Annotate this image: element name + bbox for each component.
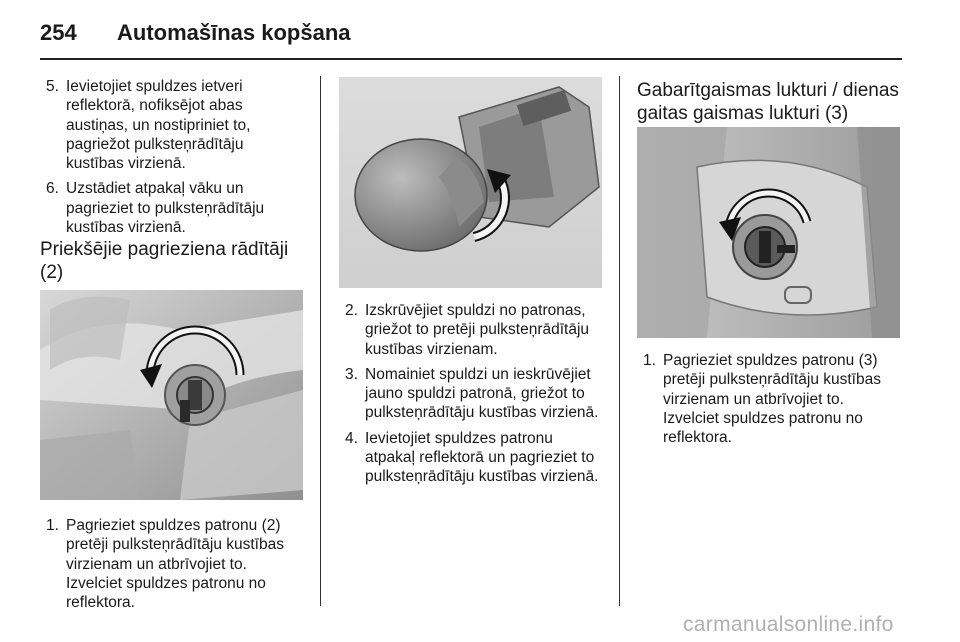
left-figure-steps-list [40,516,302,618]
illustration-parking-light [637,127,900,338]
step-item [339,301,605,359]
step-text: Pagrieziet spuldzes patronu (2) pretēji pulksteņrādītāju kustības virzienam un atbrīvojiet to. Izvelciet spuldzes patronu no reflektora. [66,517,284,612]
figure-turn-signal-bulb-socket [40,290,303,500]
column-divider-right [619,76,620,606]
step-number: 6. [46,180,59,198]
step-number: 4. [345,429,358,447]
step-text: Izskrūvējiet spuldzi no patronas, griežot to pretēji pulksteņrādītāju kustības virzienam. [365,302,590,358]
step-item [40,516,302,612]
middle-steps-list [339,301,605,493]
step-item [40,179,302,237]
step-item [339,365,605,423]
left-steps-list [40,77,302,243]
page-header [40,14,902,60]
step-text: Nomainiet spuldzi un ieskrūvējiet jauno spuldzi patronā, griežot to pulksteņrādītāju kustības virzienā. [365,365,599,422]
step-number: 3. [345,365,358,383]
step-text: Ievietojiet spuldzes patronu atpakaļ reflektorā un pagrieziet to pulksteņrādītāju kustības virzienā. [365,429,599,486]
step-item [339,429,605,487]
figure-parking-light-bulb-socket [637,127,900,338]
step-number: 1. [643,352,656,369]
step-text: Pagrieziet spuldzes patronu (3) pretēji pulksteņrādītāju kustības virzienam un atbrīvojiet to. Izvelciet spuldzes patronu no reflektora. [663,352,881,447]
section-heading-turn-signals: Priekšējie pagrieziena rādītāji (2) [40,239,289,283]
page-number: 254 [40,20,77,45]
step-text: Uzstādiet atpakaļ vāku un pagrieziet to pulksteņrādītāju kustības virzienā. [66,180,265,237]
watermark: carmanualsonline.info [683,613,894,636]
step-number: 1. [46,517,59,534]
illustration-turn-signal [40,290,303,500]
page-title: Automašīnas kopšana [117,20,351,45]
step-number: 2. [345,302,358,319]
step-text: Ievietojiet spuldzes ietveri reflektorā, nofiksējot abas austiņas, un nostipriniet to, pagriežot pulksteņrādītāju kustības virzienā. [66,78,251,173]
section-heading-parking-lights: Gabarītgaismas lukturi / dienas gaitas gaismas lukturi (3) [637,80,899,124]
step-number: 5. [46,78,59,95]
right-steps-list [637,351,903,453]
figure-bulb-removal [339,77,602,288]
column-divider-left [320,76,321,606]
illustration-bulb [339,77,602,288]
step-item [637,351,903,447]
step-item [40,77,302,173]
